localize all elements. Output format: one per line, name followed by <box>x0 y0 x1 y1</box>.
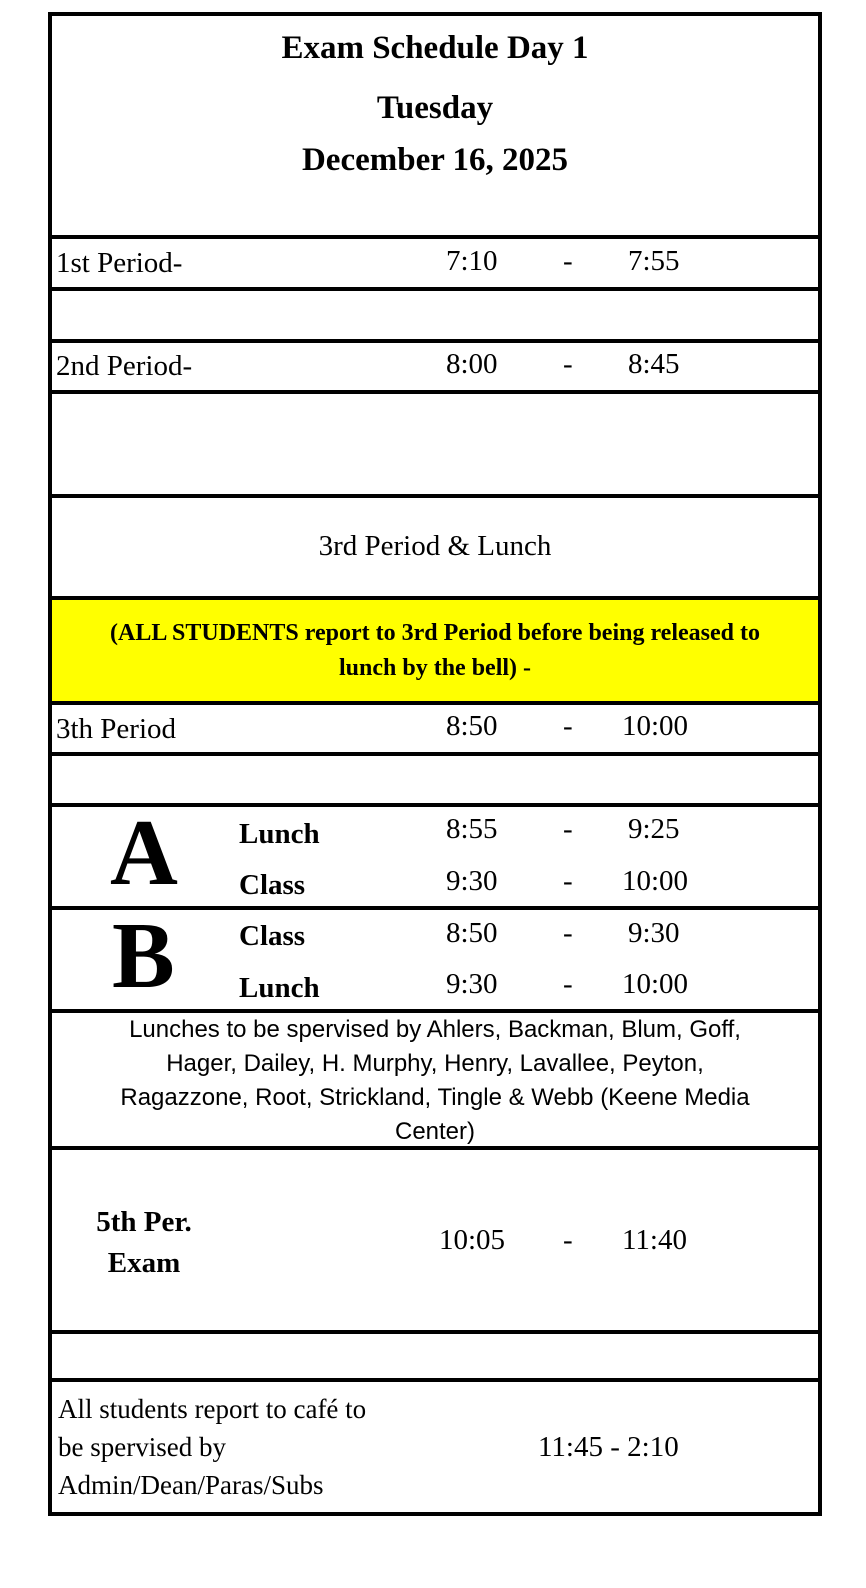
row-divider <box>52 235 818 239</box>
period-2-end: 8:45 <box>628 348 680 380</box>
row-divider <box>52 1378 818 1382</box>
period-3-dash: - <box>563 710 573 742</box>
row-divider <box>52 752 818 756</box>
period-1-label: 1st Period- <box>56 247 183 279</box>
cafe-time: 11:45 - 2:10 <box>538 1431 679 1463</box>
notice-line-2: lunch by the bell) - <box>338 655 532 681</box>
supervision-line-3: Ragazzone, Root, Strickland, Tingle & Webb (Keene Media <box>120 1084 750 1111</box>
period-5-label-line-2: Exam <box>107 1247 181 1279</box>
lunch-b-row-1-start: 8:50 <box>446 917 498 949</box>
period-3-start: 8:50 <box>446 710 498 742</box>
supervision-line-2: Hager, Dailey, H. Murphy, Henry, Lavallee, Peyton, <box>166 1050 704 1077</box>
row-divider <box>52 287 818 291</box>
period-3-label: 3th Period <box>56 713 177 745</box>
lunch-b-row-2-dash: - <box>563 968 573 1000</box>
period-5-dash: - <box>563 1224 573 1256</box>
period-1-start: 7:10 <box>446 245 498 277</box>
schedule-title: Exam Schedule Day 1 <box>281 30 589 66</box>
row-divider <box>52 701 818 705</box>
lunch-a-row-1-label: Lunch <box>239 818 320 850</box>
supervision-line-1: Lunches to be spervised by Ahlers, Backman, Blum, Goff, <box>129 1016 741 1043</box>
lunch-a-row-1-start: 8:55 <box>446 813 498 845</box>
lunch-a-row-2-end: 10:00 <box>622 865 689 897</box>
period-2-label: 2nd Period- <box>56 350 193 382</box>
period-3-heading: 3rd Period & Lunch <box>318 530 552 562</box>
row-divider <box>52 1330 818 1334</box>
cafe-line-2: be spervised by <box>58 1432 226 1462</box>
period-5-label-line-1: 5th Per. <box>96 1206 192 1238</box>
lunch-b-row-1-label: Class <box>239 920 306 952</box>
lunch-a-row-1-dash: - <box>563 813 573 845</box>
row-divider <box>52 339 818 343</box>
notice-line-1: (ALL STUDENTS report to 3rd Period before being released to <box>110 620 760 646</box>
lunch-a-letter: A <box>110 801 178 905</box>
lunch-b-row-2-start: 9:30 <box>446 968 498 1000</box>
period-1-dash: - <box>563 245 573 277</box>
lunch-b-letter: B <box>112 904 175 1008</box>
lunch-b-row-2-end: 10:00 <box>622 968 689 1000</box>
lunch-a-row-2-label: Class <box>239 869 306 901</box>
lunch-a-row-1-end: 9:25 <box>628 813 680 845</box>
supervision-line-4: Center) <box>394 1118 476 1145</box>
lunch-b-row-1-dash: - <box>563 917 573 949</box>
row-divider <box>52 494 818 498</box>
row-divider <box>52 1009 818 1013</box>
period-2-start: 8:00 <box>446 348 498 380</box>
lunch-a-row-2-dash: - <box>563 865 573 897</box>
lunch-b-row-2-label: Lunch <box>239 972 320 1004</box>
period-3-end: 10:00 <box>622 710 689 742</box>
period-5-end: 11:40 <box>622 1224 687 1256</box>
lunch-a-row-2-start: 9:30 <box>446 865 498 897</box>
notice-banner <box>52 600 818 701</box>
schedule-date: December 16, 2025 <box>301 142 569 178</box>
row-divider <box>52 390 818 394</box>
period-1-end: 7:55 <box>628 245 680 277</box>
schedule-weekday: Tuesday <box>376 90 494 126</box>
cafe-line-1: All students report to café to <box>58 1394 367 1424</box>
schedule-table <box>48 12 822 1516</box>
cafe-line-3: Admin/Dean/Paras/Subs <box>58 1470 324 1500</box>
period-2-dash: - <box>563 348 573 380</box>
row-divider <box>52 1146 818 1150</box>
lunch-b-row-1-end: 9:30 <box>628 917 680 949</box>
period-5-start: 10:05 <box>439 1224 506 1256</box>
